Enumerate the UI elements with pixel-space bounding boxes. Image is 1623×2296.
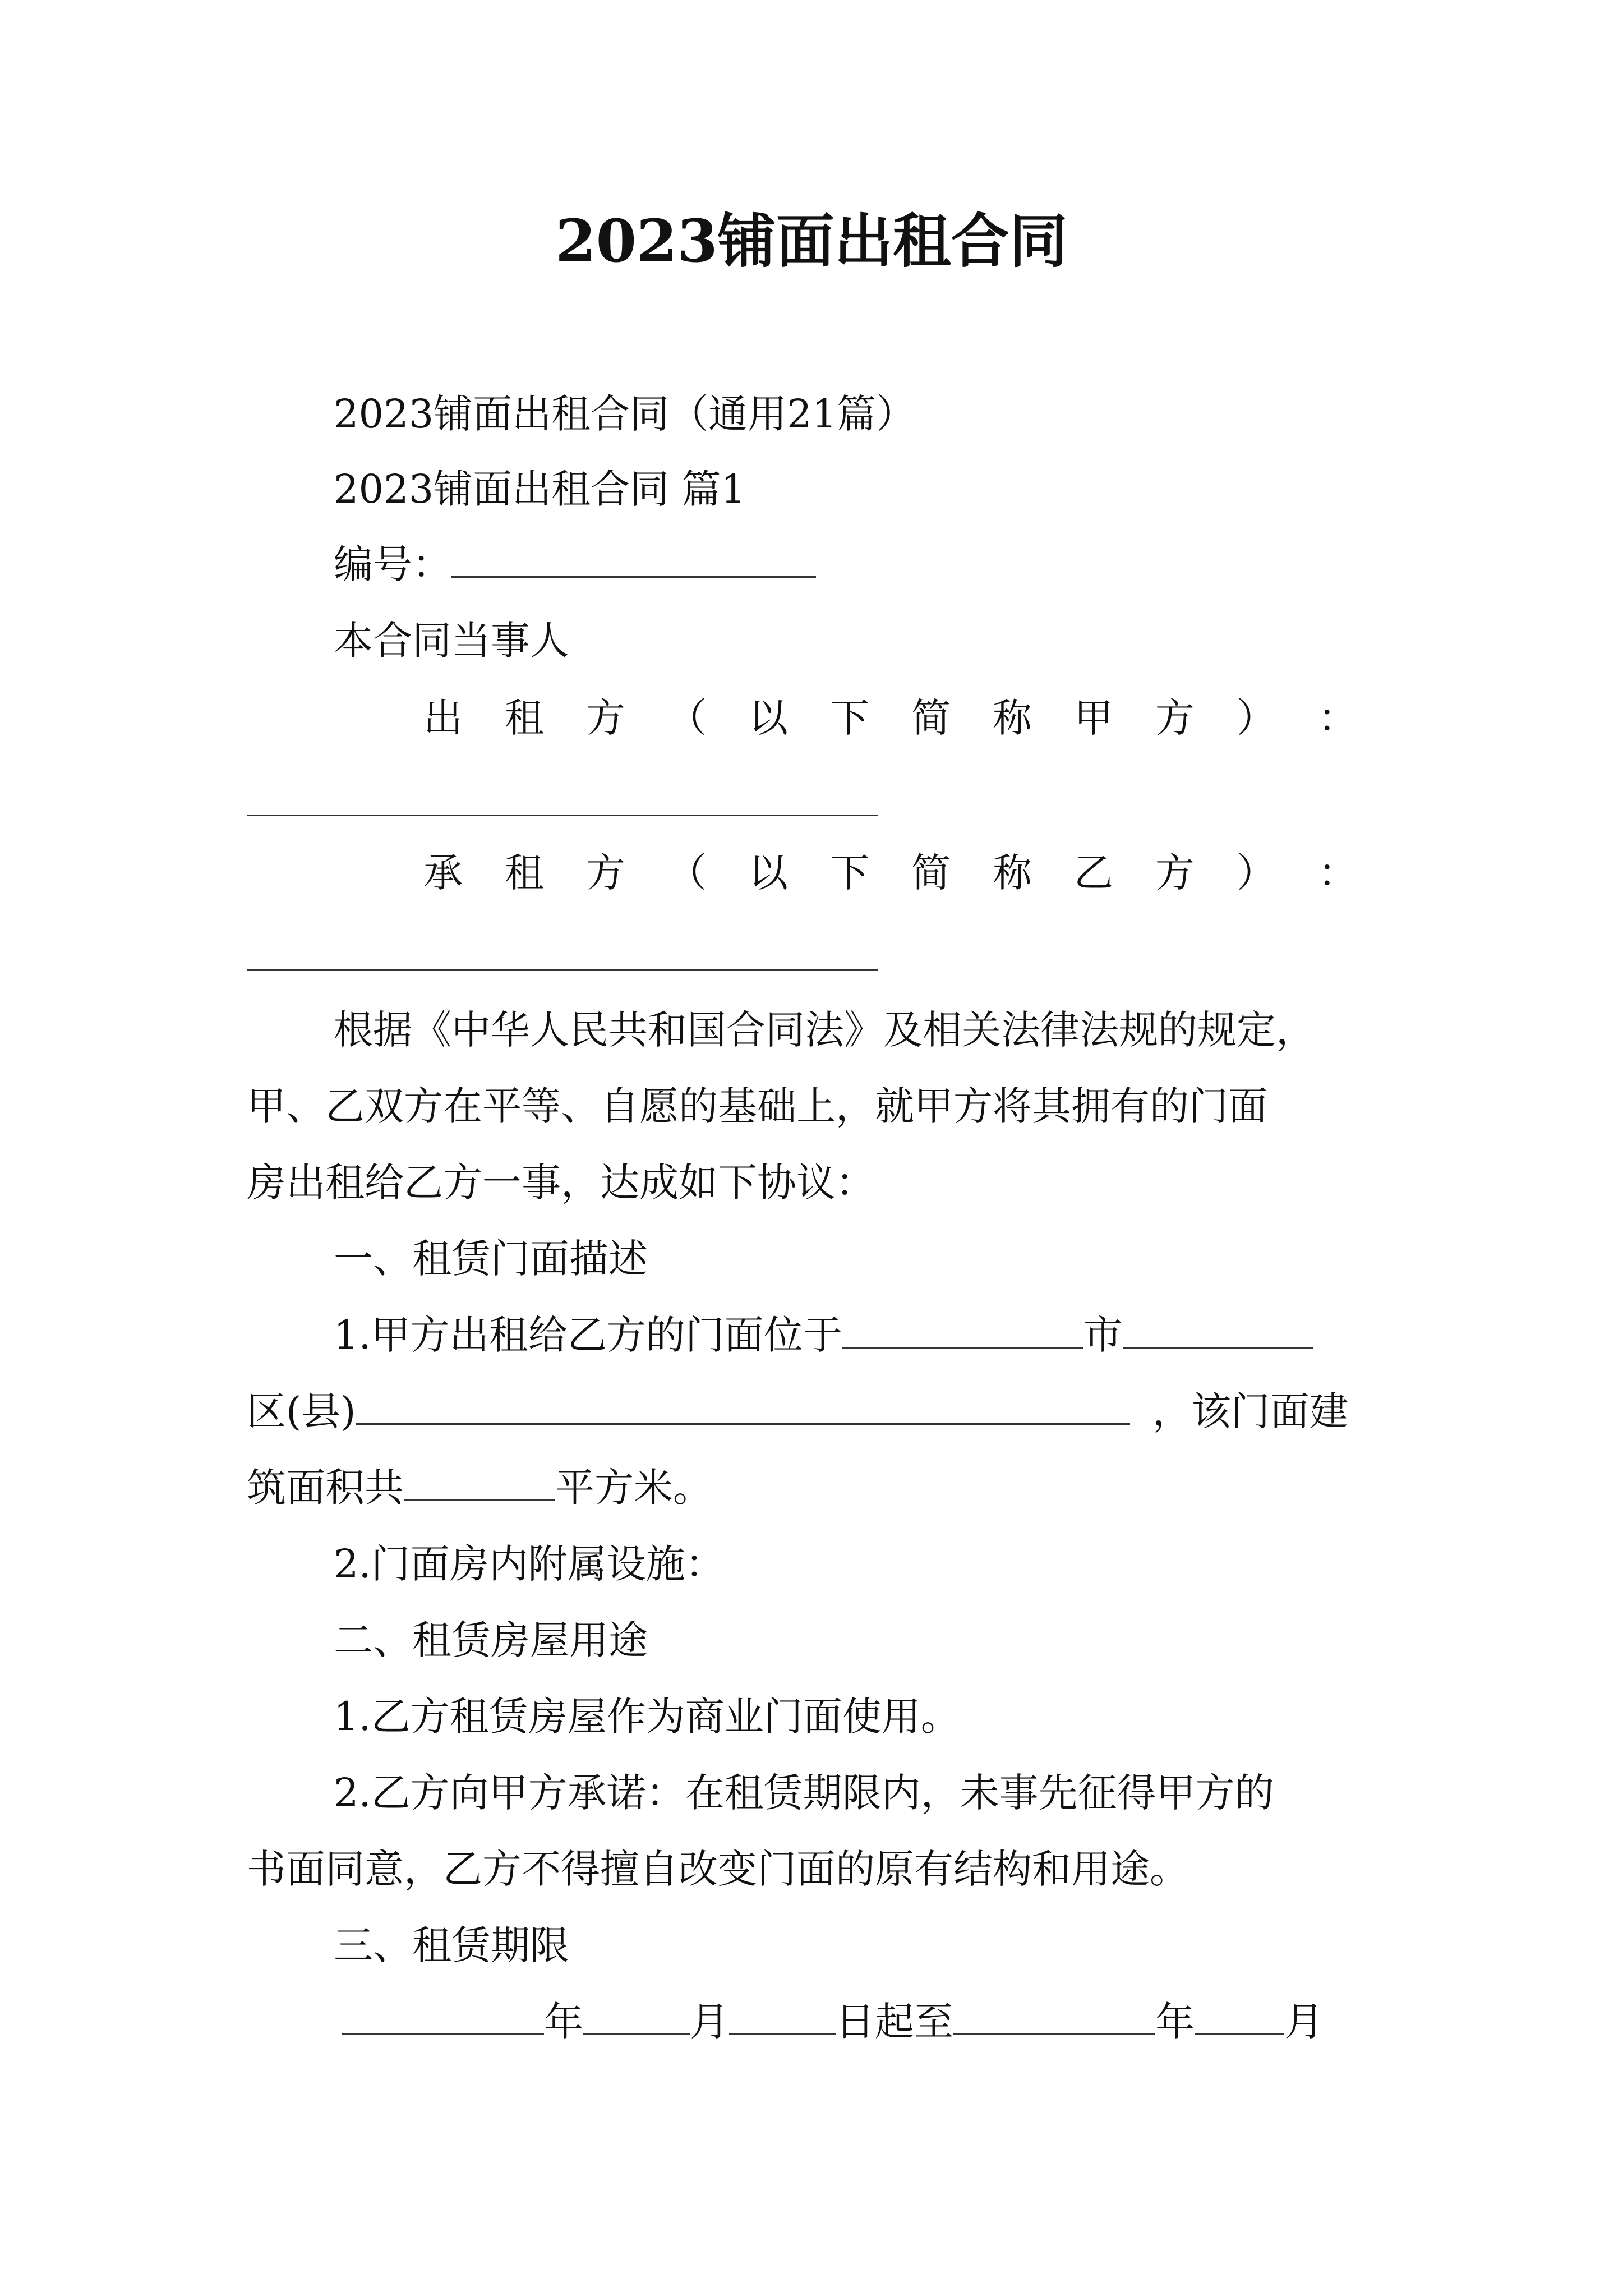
lessee-blank[interactable]: [247, 969, 878, 971]
term-year2-label: 年: [1155, 1999, 1195, 2045]
end-year-blank[interactable]: [953, 1999, 1155, 2035]
usage-item-2-line-1: 2.乙方向甲方承诺：在租赁期限内，未事先征得甲方的: [334, 1770, 1274, 1816]
item-1-text-c: ，该门面建: [1152, 1388, 1349, 1434]
lessee-char: （: [667, 850, 707, 896]
lessee-char: 方: [1155, 850, 1195, 896]
item-1-line-2: [247, 1384, 1349, 1438]
lessor-blank[interactable]: [247, 815, 878, 816]
item-1-district-label: 区(县): [247, 1388, 356, 1434]
item-1-text-b: 市: [1083, 1312, 1123, 1358]
start-month-blank[interactable]: [583, 1999, 690, 2035]
lessee-char: 以: [749, 850, 788, 896]
lessee-char: 租: [505, 850, 544, 896]
item-1-line-1: [334, 1308, 1313, 1362]
lessor-char: ：: [1318, 695, 1357, 741]
district-blank[interactable]: [356, 1388, 1130, 1425]
lessor-char: 以: [749, 695, 788, 741]
number-label: 编号：: [334, 541, 451, 587]
usage-item-1: 1.乙方租赁房屋作为商业门面使用。: [334, 1694, 960, 1740]
preamble-line-1: 根据《中华人民共和国合同法》及相关法律法规的规定，: [334, 1007, 1315, 1053]
term-from-label: 日起至: [836, 1999, 953, 2045]
lessor-char: 简: [911, 695, 951, 741]
item-1-text-a: 1.甲方出租给乙方的门面位于: [334, 1312, 842, 1358]
lessee-char: ：: [1318, 850, 1357, 896]
item-2-facilities: 2.门面房内附属设施：: [334, 1541, 725, 1587]
term-year-label: 年: [544, 1999, 583, 2045]
lessee-char: 简: [911, 850, 951, 896]
lessee-char: 承: [423, 850, 463, 896]
section-2-heading: 二、租赁房屋用途: [334, 1617, 648, 1663]
end-month-blank[interactable]: [1195, 1999, 1284, 2035]
lessor-label: [423, 691, 1357, 745]
preamble-line-2: 甲、乙双方在平等、自愿的基础上，就甲方将其拥有的门面: [247, 1083, 1267, 1129]
area-blank[interactable]: [404, 1465, 555, 1501]
parties-intro: 本合同当事人: [334, 618, 569, 664]
lessor-char: 称: [993, 695, 1032, 741]
start-year-blank[interactable]: [342, 1999, 544, 2035]
item-1-area-unit: 平方米。: [555, 1465, 712, 1511]
document-title: 2023铺面出租合同: [555, 206, 1068, 275]
number-line: [334, 537, 816, 591]
section-3-heading: 三、租赁期限: [334, 1922, 569, 1968]
lessee-char: 乙: [1074, 850, 1113, 896]
lessor-char: 出: [423, 695, 463, 741]
lessor-char: ）: [1237, 695, 1276, 741]
city-blank[interactable]: [1123, 1312, 1313, 1349]
lessee-char: 下: [830, 850, 869, 896]
term-line: [342, 1995, 1324, 2049]
lessee-char: 称: [993, 850, 1032, 896]
subtitle: 2023铺面出租合同（通用21篇）: [334, 391, 916, 437]
lessor-char: （: [667, 695, 707, 741]
lessor-char: 租: [505, 695, 544, 741]
term-month2-label: 月: [1284, 1999, 1324, 2045]
number-blank[interactable]: [451, 541, 816, 578]
item-1-line-3: [247, 1461, 712, 1515]
start-day-blank[interactable]: [729, 1999, 836, 2035]
lessee-char: 方: [586, 850, 625, 896]
lessor-char: 甲: [1074, 695, 1113, 741]
lessor-char: 下: [830, 695, 869, 741]
article-heading: 2023铺面出租合同 篇1: [334, 466, 746, 512]
lessee-char: ）: [1237, 850, 1276, 896]
lessee-label: [423, 846, 1357, 900]
location-blank[interactable]: [842, 1312, 1083, 1349]
section-1-heading: 一、租赁门面描述: [334, 1236, 648, 1282]
item-1-area-label: 筑面积共: [247, 1465, 404, 1511]
term-month-label: 月: [690, 1999, 729, 2045]
usage-item-2-line-2: 书面同意，乙方不得擅自改变门面的原有结构和用途。: [247, 1846, 1189, 1892]
lessor-char: 方: [1155, 695, 1195, 741]
preamble-line-3: 房出租给乙方一事，达成如下协议：: [247, 1159, 875, 1205]
lessor-char: 方: [586, 695, 625, 741]
